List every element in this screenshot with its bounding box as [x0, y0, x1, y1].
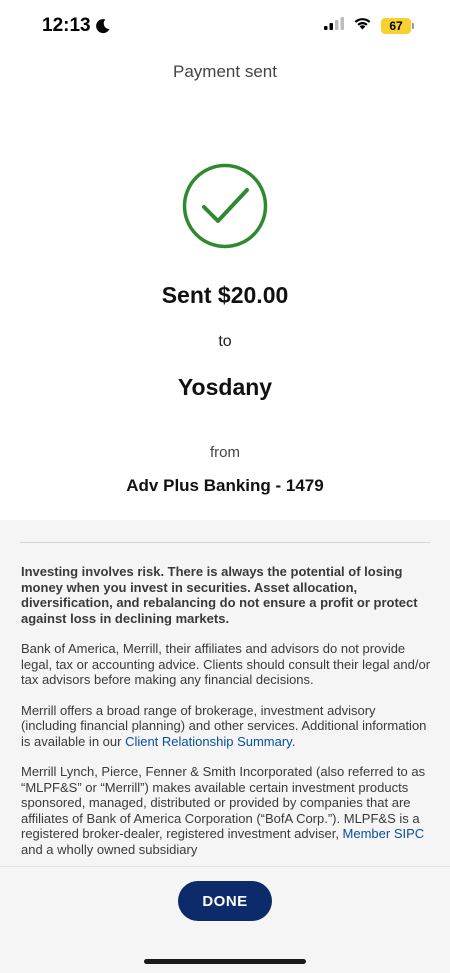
client-relationship-summary-link[interactable]: Client Relationship Summary	[125, 733, 292, 749]
from-label: from	[210, 444, 240, 461]
battery-tip	[412, 23, 414, 29]
divider	[20, 542, 430, 543]
status-time	[42, 15, 111, 37]
risk-disclosure: Investing involves risk. There is always the potential of losing money when you invest in securities. Asset allocation, diversification, and rebalancing do not ensure a profit or protect against loss in declining markets.	[21, 564, 418, 626]
services-end: .	[291, 733, 296, 749]
disclosure-text	[21, 564, 431, 866]
checkmark-circle-icon	[182, 163, 268, 249]
bottom-action-bar	[0, 866, 450, 973]
disclosure-section[interactable]	[0, 520, 450, 866]
battery-level: 67	[381, 18, 411, 34]
services-disclosure	[21, 703, 431, 750]
merrill-text: Merrill Lynch, Pierce, Fenner & Smith Incorporated (also referred to as “MLPF&S” or “Merrill”) makes available certain investment products sponsored, managed, distributed or provided by companies that are affiliates of Bank of America Corporation (“BofA Corp.”). MLPF&S is a registered broker-dealer, registered investment adviser,	[21, 764, 426, 841]
recipient-name: Yosdany	[177, 374, 273, 400]
battery-icon	[381, 18, 414, 34]
page-title: Payment sent	[173, 62, 277, 81]
merrill-end: and a wholly owned subsidiary	[21, 841, 198, 857]
wifi-icon	[353, 16, 372, 35]
time-label: 12:13	[42, 15, 91, 36]
merrill-disclosure	[21, 764, 431, 857]
home-indicator[interactable]	[144, 959, 306, 964]
to-label: to	[218, 333, 232, 350]
status-bar	[0, 0, 450, 52]
sent-amount: Sent $20.00	[161, 282, 289, 308]
from-account: Adv Plus Banking - 1479	[126, 476, 324, 495]
status-indicators	[324, 16, 414, 35]
done-button[interactable]: DONE	[178, 881, 272, 921]
tax-advice-disclosure: Bank of America, Merrill, their affiliates and advisors do not provide legal, tax or accounting advice. Clients should consult their legal and/or tax advisors before making any financial decisions.	[21, 641, 431, 687]
signal-icon	[324, 17, 344, 35]
moon-icon	[95, 18, 111, 34]
member-sipc-link[interactable]: Member SIPC	[342, 826, 425, 841]
services-text: Merrill offers a broad range of brokerage, investment advisory (including financial planning) and other services. Additional information is available in our	[21, 702, 427, 749]
